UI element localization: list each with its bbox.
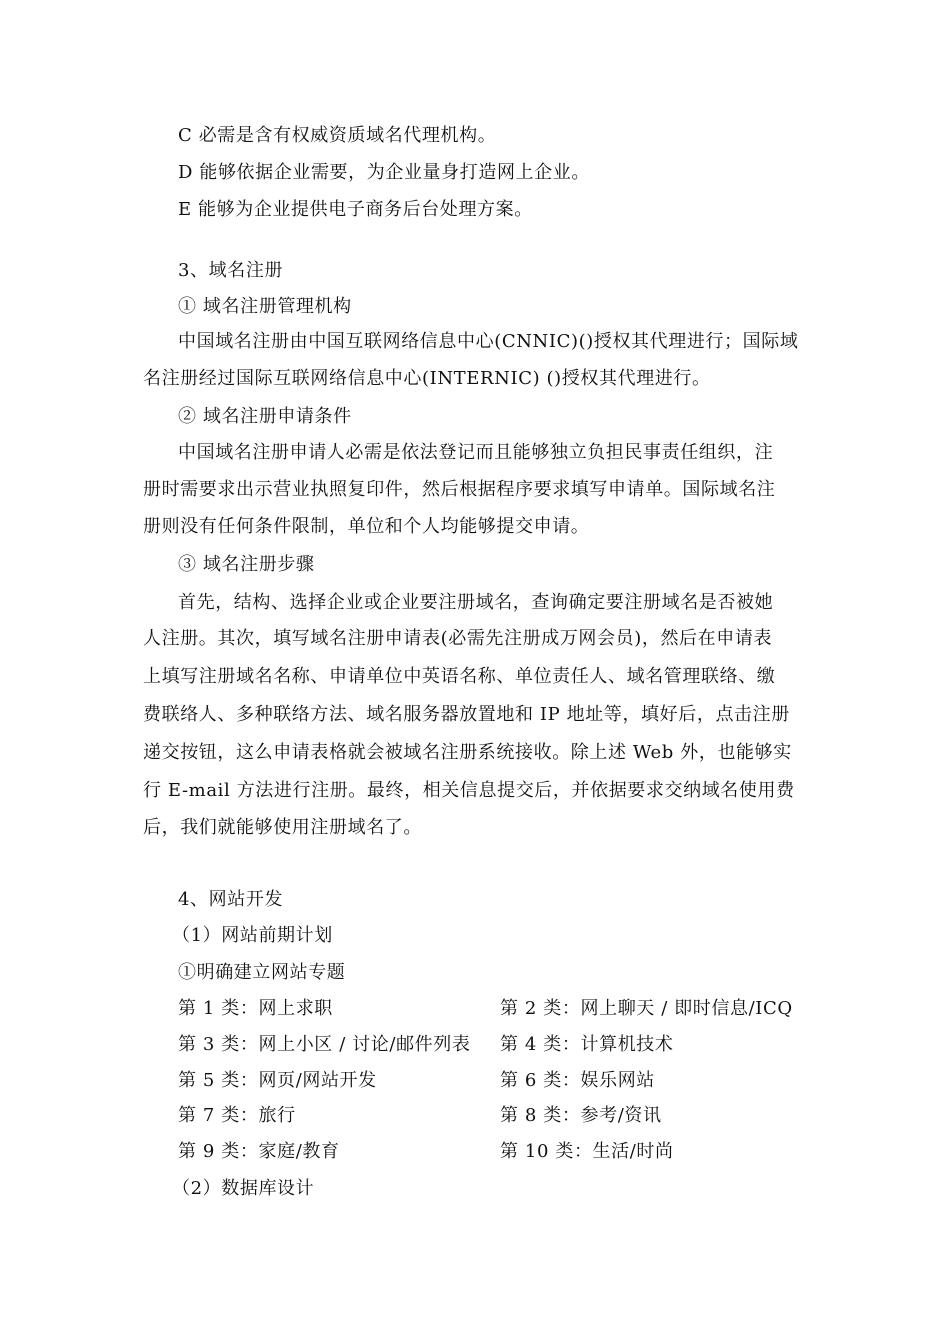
section3-sub2-line: 册则没有任何条件限制，单位和个人均能够提交申请。: [143, 516, 590, 537]
section3-sub2-line: 册时需要求出示营业执照复印件，然后根据程序要求填写申请单。国际域名注: [143, 479, 776, 500]
category-item: 第 7 类：旅行: [178, 1105, 296, 1126]
category-item: 第 5 类：网页/网站开发: [178, 1070, 377, 1091]
section3-sub3-line: 行 E-mail 方法进行注册。最终，相关信息提交后，并依据要求交纳域名使用费: [143, 780, 795, 801]
section3-sub3-line: 人注册。其次，填写域名注册申请表(必需先注册成万网会员)，然后在申请表: [143, 628, 773, 649]
topic-heading: ①明确建立网站专题: [178, 962, 346, 983]
section3-sub3-heading: ③ 域名注册步骤: [178, 554, 315, 575]
section3-heading: 3、域名注册: [178, 260, 284, 281]
option-c: C 必需是含有权威资质域名代理机构。: [178, 125, 497, 146]
section4-sub1: （1）网站前期计划: [172, 925, 333, 946]
section4-heading: 4、网站开发: [178, 889, 284, 910]
category-item: 第 4 类：计算机技术: [500, 1034, 674, 1055]
category-item: 第 3 类：网上小区 / 讨论/邮件列表: [178, 1034, 471, 1055]
category-item: 第 1 类：网上求职: [178, 998, 333, 1019]
section3-sub3-line: 递交按钮，这么申请表格就会被域名注册系统接收。除上述 Web 外，也能够实: [143, 742, 792, 763]
section3-sub3-line: 首先，结构、选择企业或企业要注册域名，查询确定要注册域名是否被她: [178, 592, 774, 613]
category-item: 第 2 类：网上聊天 / 即时信息/ICQ: [500, 998, 793, 1019]
option-e: E 能够为企业提供电子商务后台处理方案。: [178, 199, 533, 220]
option-d: D 能够依据企业需要，为企业量身打造网上企业。: [178, 162, 590, 183]
section3-sub1-line: 名注册经过国际互联网络信息中心(INTERNIC) ()授权其代理进行。: [143, 368, 711, 389]
section3-sub3-line: 费联络人、多种联络方法、域名服务器放置地和 IP 地址等，填好后，点击注册: [143, 704, 790, 725]
section3-sub2-line: 中国域名注册申请人必需是依法登记而且能够独立负担民事责任组织，注: [178, 442, 774, 463]
section3-sub1-heading: ① 域名注册管理机构: [178, 296, 352, 317]
category-item: 第 9 类：家庭/教育: [178, 1141, 340, 1162]
section3-sub1-line: 中国域名注册由中国互联网络信息中心(CNNIC)()授权其代理进行；国际域: [178, 331, 799, 352]
section4-sub2: （2）数据库设计: [172, 1178, 315, 1199]
category-item: 第 8 类：参考/资讯: [500, 1105, 662, 1126]
category-item: 第 6 类：娱乐网站: [500, 1070, 655, 1091]
section3-sub2-heading: ② 域名注册申请条件: [178, 406, 352, 427]
section3-sub3-line: 后，我们就能够使用注册域名了。: [143, 817, 422, 838]
category-item: 第 10 类：生活/时尚: [500, 1141, 674, 1162]
section3-sub3-line: 上填写注册域名名称、申请单位中英语名称、单位责任人、域名管理联络、缴: [143, 666, 776, 687]
